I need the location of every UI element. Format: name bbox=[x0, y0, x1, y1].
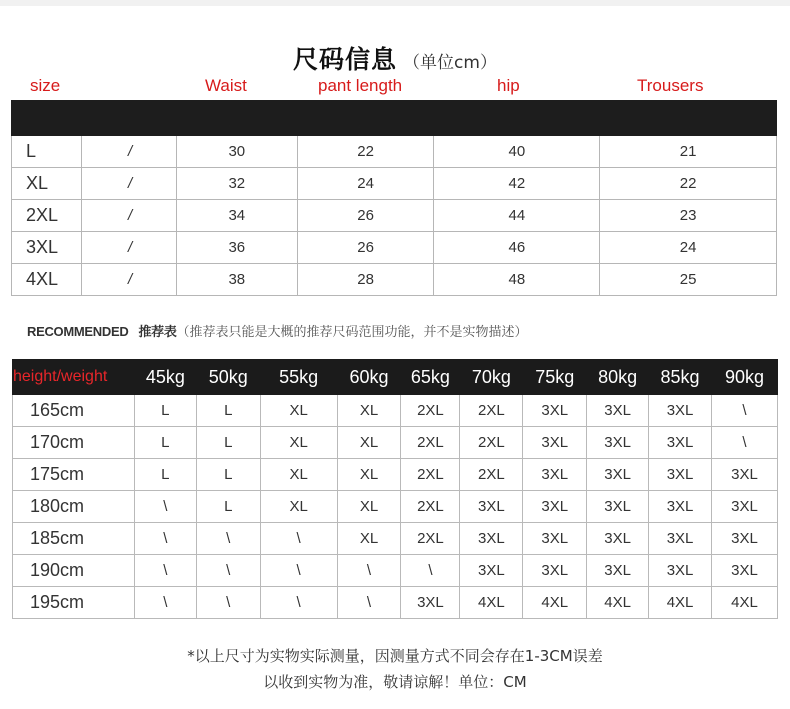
pant-length-cell: 26 bbox=[297, 232, 434, 264]
pant-length-cell: 28 bbox=[297, 264, 434, 296]
size-cell: \ bbox=[134, 587, 196, 619]
recommended-label-zh: 推荐表 bbox=[138, 324, 177, 339]
size-cell: 3XL bbox=[587, 523, 649, 555]
size-cell: 4XL bbox=[460, 587, 523, 619]
top-divider bbox=[0, 0, 790, 6]
size-cell: XL bbox=[337, 395, 401, 427]
size-cell: L bbox=[134, 395, 196, 427]
waist-cell: 32 bbox=[176, 168, 297, 200]
size-cell: 2XL bbox=[401, 427, 460, 459]
waist-cell: 30 bbox=[176, 136, 297, 168]
size-cell: 4XL bbox=[587, 587, 649, 619]
height-weight-label: height/weight bbox=[13, 360, 135, 395]
slash-cell: / bbox=[81, 200, 176, 232]
size-cell: \ bbox=[196, 523, 260, 555]
size-cell: 2XL bbox=[401, 459, 460, 491]
col-label-pant-length: pant length bbox=[318, 76, 403, 95]
waist-cell: 34 bbox=[176, 200, 297, 232]
height-cell: 195cm bbox=[13, 587, 135, 619]
size-cell: \ bbox=[134, 523, 196, 555]
col-label-waist: Waist bbox=[205, 76, 247, 95]
size-table-header bbox=[12, 101, 777, 136]
trousers-cell: 24 bbox=[600, 232, 777, 264]
hip-cell: 40 bbox=[434, 136, 600, 168]
size-cell: \ bbox=[196, 555, 260, 587]
size-cell: 3XL bbox=[649, 427, 712, 459]
size-cell: 3XL bbox=[523, 459, 587, 491]
size-cell: XL bbox=[260, 491, 337, 523]
size-cell: \ bbox=[712, 427, 778, 459]
height-cell: 180cm bbox=[13, 491, 135, 523]
weight-header: 75kg bbox=[523, 360, 587, 395]
table-row bbox=[13, 555, 778, 587]
table-row bbox=[13, 395, 778, 427]
size-cell: 3XL bbox=[712, 459, 778, 491]
size-cell: L bbox=[196, 395, 260, 427]
hip-cell: 42 bbox=[434, 168, 600, 200]
size-cell: 3XL bbox=[523, 427, 587, 459]
trousers-cell: 22 bbox=[600, 168, 777, 200]
weight-header: 55kg bbox=[260, 360, 337, 395]
trousers-cell: 25 bbox=[600, 264, 777, 296]
footer-note-1: *以上尺寸为实物实际测量，因测量方式不同会存在1-3CM误差 bbox=[187, 647, 603, 665]
weight-header: 70kg bbox=[460, 360, 523, 395]
size-cell: 3XL bbox=[523, 395, 587, 427]
size-cell: 3XL bbox=[649, 555, 712, 587]
size-cell: XL bbox=[337, 491, 401, 523]
slash-cell: / bbox=[81, 232, 176, 264]
trousers-cell: 23 bbox=[600, 200, 777, 232]
col-label-trousers: Trousers bbox=[637, 76, 704, 95]
hip-cell: 46 bbox=[434, 232, 600, 264]
table-row bbox=[13, 587, 778, 619]
size-cell: L bbox=[12, 136, 82, 168]
size-cell: XL bbox=[12, 168, 82, 200]
table-row bbox=[12, 232, 777, 264]
waist-cell: 36 bbox=[176, 232, 297, 264]
weight-header: 90kg bbox=[712, 360, 778, 395]
size-cell: 3XL bbox=[649, 491, 712, 523]
title-unit: （单位cm） bbox=[403, 53, 497, 73]
size-cell: 3XL bbox=[460, 491, 523, 523]
size-cell: XL bbox=[260, 459, 337, 491]
weight-header: 60kg bbox=[337, 360, 401, 395]
size-cell: \ bbox=[134, 491, 196, 523]
size-cell: 4XL bbox=[523, 587, 587, 619]
table-row bbox=[13, 491, 778, 523]
size-cell: 3XL bbox=[587, 555, 649, 587]
size-cell: 2XL bbox=[460, 459, 523, 491]
recommendation-header bbox=[13, 360, 778, 395]
col-label-hip: hip bbox=[497, 76, 520, 95]
size-cell: 4XL bbox=[712, 587, 778, 619]
size-cell: 2XL bbox=[12, 200, 82, 232]
pant-length-cell: 26 bbox=[297, 200, 434, 232]
size-cell: \ bbox=[260, 587, 337, 619]
size-cell: 2XL bbox=[401, 395, 460, 427]
size-cell: L bbox=[134, 459, 196, 491]
size-cell: 3XL bbox=[712, 491, 778, 523]
size-cell: XL bbox=[337, 427, 401, 459]
hip-cell: 48 bbox=[434, 264, 600, 296]
slash-cell: / bbox=[81, 136, 176, 168]
table-row bbox=[13, 459, 778, 491]
size-cell: 3XL bbox=[587, 427, 649, 459]
size-cell: \ bbox=[401, 555, 460, 587]
size-cell: \ bbox=[260, 523, 337, 555]
size-cell: 2XL bbox=[401, 491, 460, 523]
weight-header: 45kg bbox=[134, 360, 196, 395]
slash-cell: / bbox=[81, 168, 176, 200]
size-cell: \ bbox=[712, 395, 778, 427]
size-cell: XL bbox=[260, 427, 337, 459]
height-cell: 170cm bbox=[13, 427, 135, 459]
weight-header: 50kg bbox=[196, 360, 260, 395]
size-cell: 3XL bbox=[460, 523, 523, 555]
pant-length-cell: 24 bbox=[297, 168, 434, 200]
recommendation-table bbox=[12, 359, 778, 619]
table-row bbox=[12, 200, 777, 232]
size-cell: L bbox=[196, 491, 260, 523]
size-cell: 2XL bbox=[460, 427, 523, 459]
size-cell: \ bbox=[260, 555, 337, 587]
pant-length-cell: 22 bbox=[297, 136, 434, 168]
weight-header: 65kg bbox=[401, 360, 460, 395]
recommended-label-en: RECOMMENDED bbox=[27, 324, 129, 339]
weight-header: 85kg bbox=[649, 360, 712, 395]
size-cell: 3XL bbox=[12, 232, 82, 264]
waist-cell: 38 bbox=[176, 264, 297, 296]
page-title bbox=[0, 40, 790, 76]
table-row bbox=[12, 136, 777, 168]
col-label-size: size bbox=[30, 76, 61, 95]
size-table bbox=[11, 100, 777, 296]
height-cell: 185cm bbox=[13, 523, 135, 555]
size-cell: 2XL bbox=[460, 395, 523, 427]
size-cell: L bbox=[134, 427, 196, 459]
slash-cell: / bbox=[81, 264, 176, 296]
size-cell: 2XL bbox=[401, 523, 460, 555]
title-main: 尺码信息 bbox=[293, 45, 398, 74]
size-cell: XL bbox=[337, 523, 401, 555]
table-row bbox=[13, 427, 778, 459]
table-row bbox=[12, 264, 777, 296]
size-cell: XL bbox=[260, 395, 337, 427]
size-cell: L bbox=[196, 427, 260, 459]
size-cell: 3XL bbox=[523, 555, 587, 587]
height-cell: 190cm bbox=[13, 555, 135, 587]
recommended-caption bbox=[27, 321, 528, 340]
size-cell: 3XL bbox=[712, 523, 778, 555]
size-cell: XL bbox=[337, 459, 401, 491]
size-cell: 4XL bbox=[12, 264, 82, 296]
size-cell: 3XL bbox=[649, 459, 712, 491]
size-cell: \ bbox=[196, 587, 260, 619]
trousers-cell: 21 bbox=[600, 136, 777, 168]
table-row bbox=[12, 168, 777, 200]
size-cell: \ bbox=[337, 587, 401, 619]
size-cell: 3XL bbox=[401, 587, 460, 619]
height-cell: 175cm bbox=[13, 459, 135, 491]
recommended-note: （推荐表只能是大概的推荐尺码范围功能，并不是实物描述） bbox=[176, 324, 528, 339]
size-cell: 3XL bbox=[587, 491, 649, 523]
size-cell: 3XL bbox=[523, 523, 587, 555]
size-cell: L bbox=[196, 459, 260, 491]
height-cell: 165cm bbox=[13, 395, 135, 427]
size-cell: 3XL bbox=[587, 459, 649, 491]
hip-cell: 44 bbox=[434, 200, 600, 232]
size-cell: 3XL bbox=[649, 395, 712, 427]
size-cell: 3XL bbox=[587, 395, 649, 427]
size-cell: \ bbox=[134, 555, 196, 587]
size-cell: 3XL bbox=[523, 491, 587, 523]
size-cell: 4XL bbox=[649, 587, 712, 619]
size-cell: 3XL bbox=[460, 555, 523, 587]
weight-header: 80kg bbox=[587, 360, 649, 395]
size-cell: 3XL bbox=[649, 523, 712, 555]
table-row bbox=[13, 523, 778, 555]
size-cell: 3XL bbox=[712, 555, 778, 587]
size-cell: \ bbox=[337, 555, 401, 587]
footer-note-2: 以收到实物为准，敬请谅解！单位：CM bbox=[263, 673, 527, 691]
